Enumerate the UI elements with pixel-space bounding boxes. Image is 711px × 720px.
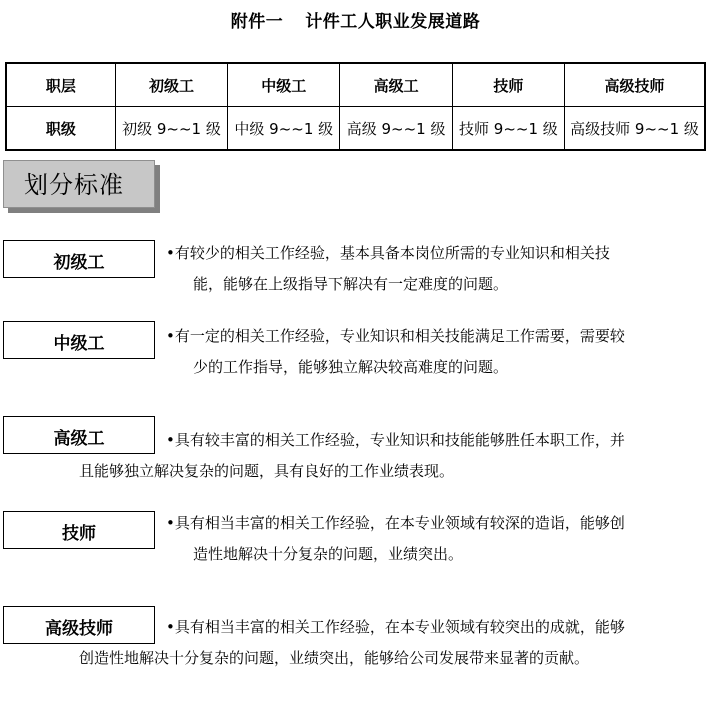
grade-label-box: 中级工 — [3, 321, 155, 359]
criterion-text-line1: •有较少的相关工作经验，基本具备本岗位所需的专业知识和相关技 — [166, 244, 610, 262]
title-prefix: 附件一 — [230, 12, 284, 32]
grade-label-box: 高级技师 — [3, 606, 155, 644]
table-cell: 中级 9~~1 级 — [228, 107, 340, 151]
table-row — [6, 107, 705, 151]
table-cell: 高级技师 9~~1 级 — [565, 107, 705, 151]
grade-label-box: 高级工 — [3, 416, 155, 454]
criterion-text-line2: 能，能够在上级指导下解决有一定难度的问题。 — [193, 275, 509, 293]
grade-label-box: 初级工 — [3, 240, 155, 278]
section-heading: 划分标准 — [3, 160, 155, 208]
grade-label-box: 技师 — [3, 511, 155, 549]
table-header-row — [6, 63, 705, 107]
criterion-text-line1: •具有相当丰富的相关工作经验，在本专业领域有较深的造诣，能够创 — [166, 514, 625, 532]
criterion-text-line1: •有一定的相关工作经验，专业知识和相关技能满足工作需要，需要较 — [166, 327, 625, 345]
table-header-cell: 职层 — [6, 63, 115, 107]
table-cell: 技师 9~~1 级 — [452, 107, 564, 151]
table-header-cell: 高级工 — [340, 63, 452, 107]
table-header-cell: 高级技师 — [565, 63, 705, 107]
table-header-cell: 初级工 — [115, 63, 227, 107]
table-cell: 初级 9~~1 级 — [115, 107, 227, 151]
criterion-text-line2: 且能够独立解决复杂的问题，具有良好的工作业绩表现。 — [79, 462, 455, 480]
document-title — [0, 7, 711, 32]
table-header-cell: 中级工 — [228, 63, 340, 107]
criterion-text-line1: •具有相当丰富的相关工作经验，在本专业领域有较突出的成就，能够 — [166, 618, 625, 636]
table-header-cell: 技师 — [452, 63, 564, 107]
criterion-text-line2: 造性地解决十分复杂的问题，业绩突出。 — [193, 545, 464, 563]
criterion-text-line2: 创造性地解决十分复杂的问题，业绩突出，能够给公司发展带来显著的贡献。 — [79, 649, 590, 667]
criterion-text-line1: •具有较丰富的相关工作经验，专业知识和技能能够胜任本职工作，并 — [166, 431, 625, 449]
table-row-label: 职级 — [6, 107, 115, 151]
table-cell: 高级 9~~1 级 — [340, 107, 452, 151]
criterion-text-line2: 少的工作指导，能够独立解决较高难度的问题。 — [193, 358, 509, 376]
career-path-table — [5, 62, 706, 151]
title-main: 计件工人职业发展道路 — [305, 12, 481, 32]
